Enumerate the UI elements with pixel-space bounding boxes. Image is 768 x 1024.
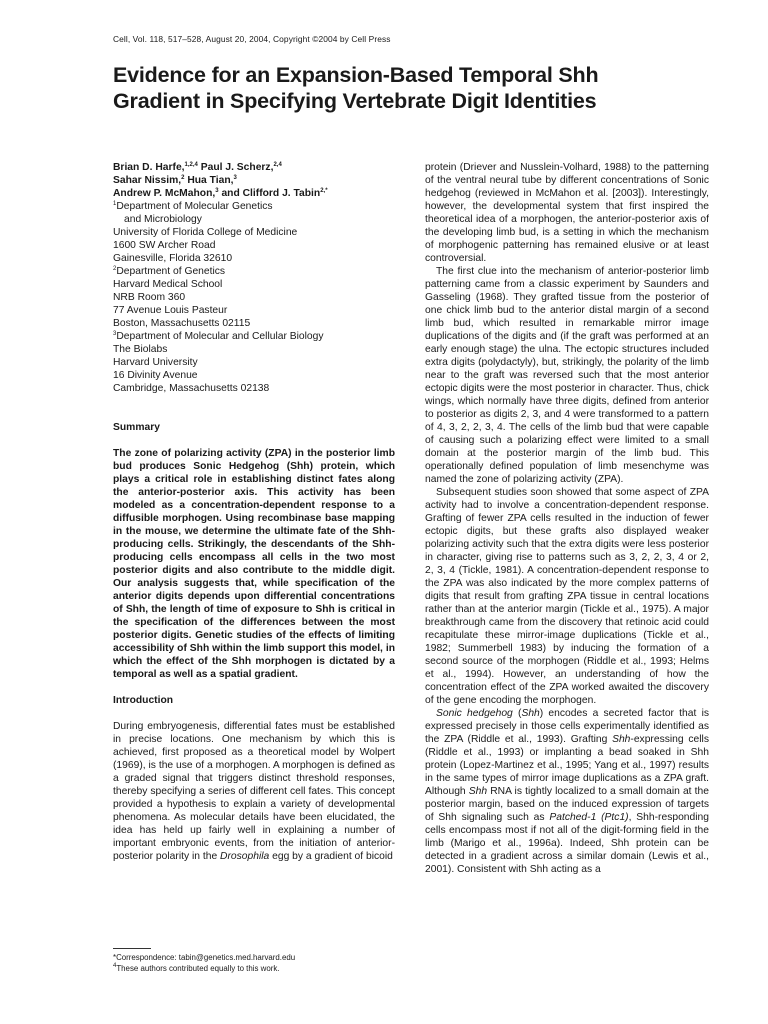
- affiliation-line: NRB Room 360: [113, 292, 186, 303]
- affiliation-line: 77 Avenue Louis Pasteur: [113, 305, 228, 316]
- affiliation-line: Gainesville, Florida 32610: [113, 253, 233, 264]
- author-name: Sahar Nissim,: [113, 175, 182, 186]
- author-line: [113, 161, 395, 174]
- affiliation-line: Boston, Massachusetts 02115: [113, 318, 251, 329]
- title-line-1: Evidence for an Expansion-Based Temporal Shh: [113, 63, 599, 87]
- correspondence-note: *Correspondence: tabin@genetics.med.harvard.edu: [113, 953, 296, 962]
- author-line: [113, 174, 395, 187]
- text-run-italic: Sonic hedgehog: [436, 708, 513, 719]
- affiliation-mark: 3: [113, 331, 117, 337]
- text-run-italic: Shh: [521, 708, 540, 719]
- author-name: Brian D. Harfe,: [113, 162, 185, 173]
- author-line: [113, 187, 395, 200]
- footnote-text: These authors contributed equally to this work.: [116, 964, 280, 973]
- affiliation-line: Harvard Medical School: [113, 279, 223, 290]
- author-affiliation-mark: 2,*: [320, 188, 328, 194]
- introduction-heading: Introduction: [113, 695, 174, 706]
- affiliation-line: 1600 SW Archer Road: [113, 240, 216, 251]
- author-affiliation-mark: 3: [215, 188, 219, 194]
- affiliation-mark: 1: [113, 201, 117, 207]
- author-list: [113, 161, 395, 200]
- affiliation-line: 16 Divinity Avenue: [113, 370, 198, 381]
- text-run-italic: Shh: [612, 734, 631, 745]
- text-run: ) encodes a secreted factor that is expressed precisely in those cells experimentally identified as the ZPA (Riddle et al., 1993). Grafting: [425, 708, 710, 745]
- text-run: egg by a gradient of bicoid: [269, 851, 393, 862]
- equal-contribution-note: [113, 963, 395, 974]
- author-affiliation-mark: 1,2,4: [184, 162, 198, 168]
- spacer: [113, 681, 395, 694]
- text-run: RNA is tightly localized to a small domain at the posterior margin, based on the induced expression of targets of Shh signaling such as: [425, 786, 709, 823]
- affiliations: [113, 200, 395, 395]
- affiliation-line: and Microbiology: [124, 214, 202, 225]
- body-paragraph: Subsequent studies soon showed that some aspect of ZPA activity had to involve a concentration-dependent response. Grafting of fewer ZPA cells resulted in the induction of fewer ectopic digits, but these grafts also displayed weaker polarizing activity such that the extra digits were less posterior in character, giving rise to patterns such as 3, 2, 2, 3, 4 or 2, 2, 3, 4 (Tickle, 1981). A concentration-dependent response to the ZPA was also indicated by the more complex patterns of digits that result from grafting ZPA tissue in central locations rather than at the anterior margin (Tickle et al., 1975). A major breakthrough came from the discovery that retinoic acid could recapitulate these mirror-image duplications (Tickle et al., 1982; Summerbell 1983) by inducing the formation of a second source of the morphogen (Riddle et al., 1993; Helms et al., 1994). However, an understanding of how the concentration effect of the ZPA worked awaited the discovery of the gene encoding the morphogen.: [425, 487, 709, 706]
- text-run-italic: Patched-1 (Ptc1): [549, 812, 629, 823]
- introduction-paragraph: [113, 720, 395, 863]
- affiliation-line: University of Florida College of Medicine: [113, 227, 298, 238]
- journal-citation: Cell, Vol. 118, 517–528, August 20, 2004, Copyright ©2004 by Cell Press: [113, 34, 391, 44]
- affiliation-text: Department of Molecular Genetics: [116, 201, 273, 212]
- text-run-italic: Drosophila: [220, 851, 270, 862]
- affiliation-line: [113, 330, 395, 343]
- spacer: [113, 707, 395, 720]
- author-affiliation-mark: 3: [233, 175, 237, 181]
- footnotes: [113, 948, 395, 974]
- affiliation-text: Department of Genetics: [116, 266, 226, 277]
- author-affiliation-mark: 2,4: [273, 162, 282, 168]
- footnote-rule: [113, 948, 151, 949]
- article-title: [113, 62, 713, 114]
- affiliation-line: The Biolabs: [113, 344, 168, 355]
- author-name: Andrew P. McMahon,: [113, 188, 216, 199]
- body-paragraph: protein (Driever and Nusslein-Volhard, 1988) to the patterning of the ventral neural tube by different concentrations of Sonic hedgehog (reviewed in McMahon et al. [2003]). Interestingly, however, the developmental system that first inspired the theoretical idea of a morphogen, the anterior-posterior axis of the developing limb bud, is a setting in which the mechanism of morphogenic patterning has remained elusive or at least controversial.: [425, 162, 709, 264]
- body-paragraph: [425, 707, 709, 876]
- affiliation-line: Cambridge, Massachusetts 02138: [113, 383, 270, 394]
- affiliation-line: Harvard University: [113, 357, 198, 368]
- right-column: [425, 161, 709, 876]
- footnote-mark: 4: [113, 963, 117, 969]
- body-paragraph: The first clue into the mechanism of anterior-posterior limb patterning came from a classic experiment by Saunders and Gasseling (1968). They grafted tissue from the posterior of one chick limb bud to the anterior distal margin of a second limb bud, which resulted in remarkable mirror image duplications of the digits and (if the graft was performed at an early enough stage) the ulna. The ectopic structures included extra digits (polydactyly), but, strikingly, the polarity of the limb near to the graft was reversed such that the most anterior ectopic digits were the most posterior in character. Thus, chick wings, which normally have three digits, defined from anterior to posterior as digits 2, 3, and 4 were transformed to a pattern of 4, 3, 2, 2, 3, 4. The cells of the limb bud that were capable of causing such a polarizing effect were limited to a small domain at the posterior margin of the limb bud. This operationally defined population of limb mesenchyme was named the zone of polarizing activity (ZPA).: [425, 266, 709, 485]
- affiliation-text: Department of Molecular and Cellular Biology: [116, 331, 324, 342]
- text-run-italic: Shh: [468, 786, 488, 797]
- text-run: (: [512, 708, 522, 719]
- summary-text: The zone of polarizing activity (ZPA) in the posterior limb bud produces Sonic Hedgehog (Shh) protein, which plays a critical role in establishing distinct fates along the anterior-posterior axis. This activity has been modeled as a concentration-dependent response to a diffusible morphogen. Using recombinase base mapping in the mouse, we determine the ultimate fate of the Shh-producing cells. Strikingly, the descendants of the Shh-producing cells encompass all cells in the two most posterior digits and also contribute to the middle digit. Our analysis suggests that, while specification of the anterior digits depends upon differential concentrations of Shh, the length of time of exposure to Shh is critical in the specification of the differences between the most posterior digits. Genetic studies of the effects of limiting accessibility of Shh within the limb support this model, in which the effect of the Shh morphogen is dictated by a temporal as well as a spatial gradient.: [113, 448, 395, 680]
- summary-heading: Summary: [113, 422, 160, 433]
- affiliation-line: [113, 265, 395, 278]
- text-run: During embryogenesis, differential fates must be established in precise locations. One mechanism by which this is achieved, first proposed as a theoretical model by Wolpert (1969), is the use of a morphogen. A morphogen is defined as a graded signal that triggers distinct threshold responses, thereby specifying a series of different cell fates. This concept provided a hypothesis to explain a variety of developmental phenomena. As molecular details have been elucidated, the idea has held up fairly well in explaining a number of important embryonic events, from the initiation of anterior-posterior polarity in the: [113, 721, 395, 862]
- author-name: Paul J. Scherz,: [197, 162, 274, 173]
- author-affiliation-mark: 2: [181, 175, 185, 181]
- author-name: and Clifford J. Tabin: [218, 188, 321, 199]
- title-line-2: Gradient in Specifying Vertebrate Digit Identities: [113, 89, 597, 113]
- text-run: -expressing cells (Riddle et al., 1993) or implanting a bead soaked in Shh protein (Lopez-Martinez et al., 1995; Yang et al., 1997) results in the same types of mirror image duplications as a ZPA graft. Although: [425, 734, 709, 797]
- spacer: [113, 434, 395, 447]
- author-name: Hua Tian,: [184, 175, 234, 186]
- affiliation-mark: 2: [113, 266, 117, 272]
- spacer: [113, 395, 395, 421]
- affiliation-line: [113, 200, 395, 213]
- text-run: , Shh-responding cells encompass most if not all of the digit-forming field in the limb (Marigo et al., 1996a). Indeed, Shh protein can be detected in a gradient across a similar domain (Lewis et al., 2001). Consistent with Shh acting as a: [425, 812, 710, 875]
- left-column: [113, 161, 395, 863]
